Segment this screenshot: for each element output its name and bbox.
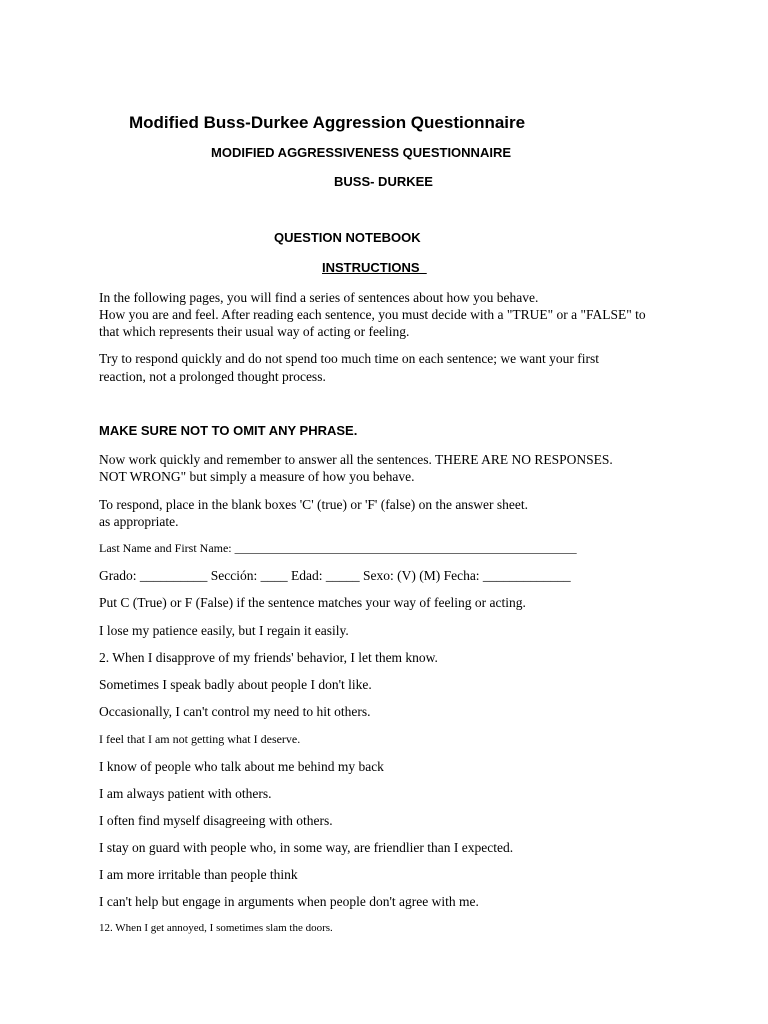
section-heading: QUESTION NOTEBOOK <box>274 230 421 245</box>
warning-heading: MAKE SURE NOT TO OMIT ANY PHRASE. <box>99 423 358 438</box>
paragraph-line: Try to respond quickly and do not spend too much time on each sentence; we want your first <box>99 351 600 366</box>
question-item: I lose my patience easily, but I regain it easily. <box>99 623 349 638</box>
question-item: I am always patient with others. <box>99 786 272 801</box>
paragraph-line: How you are and feel. After reading each sentence, you must decide with a "TRUE" or a "FALSE" to <box>99 307 646 322</box>
question-item: I can't help but engage in arguments when people don't agree with me. <box>99 894 479 909</box>
paragraph-line: In the following pages, you will find a series of sentences about how you behave. <box>99 290 539 305</box>
paragraph-line: that which represents their usual way of acting or feeling. <box>99 324 410 339</box>
question-item: I know of people who talk about me behind my back <box>99 759 384 774</box>
name-field-line: Last Name and First Name: _________________________________________________________ <box>99 541 577 555</box>
subtitle-aggressiveness: MODIFIED AGGRESSIVENESS QUESTIONNAIRE <box>211 145 512 160</box>
question-item: I am more irritable than people think <box>99 867 298 882</box>
document-title: Modified Buss-Durkee Aggression Questionnaire <box>129 113 526 132</box>
paragraph-line: as appropriate. <box>99 514 179 529</box>
question-item: I often find myself disagreeing with others. <box>99 813 333 828</box>
subtitle-buss-durkee: BUSS- DURKEE <box>334 174 433 189</box>
paragraph-line: To respond, place in the blank boxes 'C' (true) or 'F' (false) on the answer sheet. <box>99 497 529 512</box>
question-item: 2. When I disapprove of my friends' behavior, I let them know. <box>99 650 438 665</box>
question-item: Sometimes I speak badly about people I don't like. <box>99 677 372 692</box>
paragraph-line: Now work quickly and remember to answer all the sentences. THERE ARE NO RESPONSES. <box>99 452 613 467</box>
answer-instruction: Put C (True) or F (False) if the sentence matches your way of feeling or acting. <box>99 595 526 610</box>
question-item: 12. When I get annoyed, I sometimes slam the doors. <box>99 922 333 934</box>
question-item: I feel that I am not getting what I deserve. <box>99 732 301 746</box>
paragraph-line: reaction, not a prolonged thought process. <box>99 369 326 384</box>
question-item: Occasionally, I can't control my need to hit others. <box>99 704 371 719</box>
question-item: I stay on guard with people who, in some way, are friendlier than I expected. <box>99 840 514 855</box>
info-field-line: Grado: __________ Sección: ____ Edad: _____ Sexo: (V) (M) Fecha: _____________ <box>99 568 571 583</box>
instructions-heading: INSTRUCTIONS <box>322 260 427 275</box>
paragraph-line: NOT WRONG" but simply a measure of how you behave. <box>99 469 415 484</box>
